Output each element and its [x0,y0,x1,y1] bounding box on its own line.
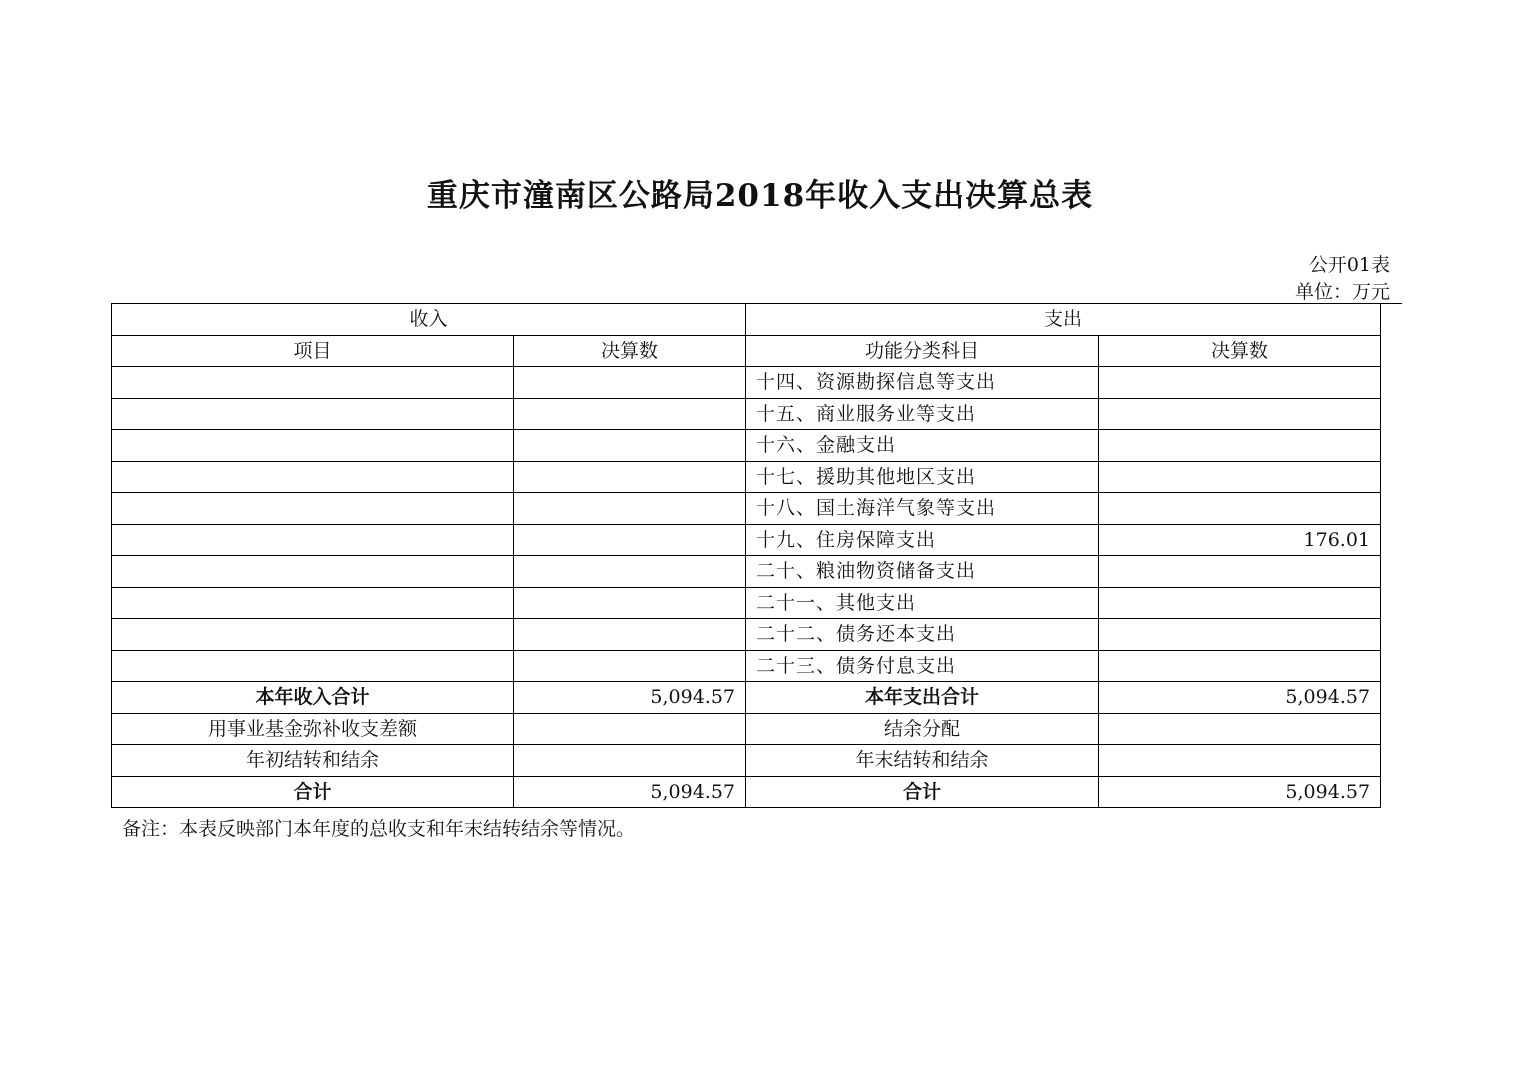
table-note: 备注：本表反映部门本年度的总收支和年末结转结余等情况。 [122,818,636,840]
grand-expense-total-label: 合计 [746,776,1099,808]
grand-income-total-label: 合计 [112,776,514,808]
year-expense-total-label: 本年支出合计 [746,682,1099,714]
income-amount-header: 决算数 [514,335,746,367]
income-amount-cell [514,556,746,588]
expense-extra-amount [1099,745,1381,777]
income-amount-cell [514,619,746,651]
page-title: 重庆市潼南区公路局2018年收入支出决算总表 [426,178,1094,214]
expense-item-cell: 二十二、债务还本支出 [746,619,1099,651]
income-item-cell [112,587,514,619]
income-item-cell [112,650,514,682]
income-amount-cell [514,430,746,462]
income-item-cell [112,430,514,462]
expense-amount-cell [1099,398,1381,430]
income-amount-cell [514,650,746,682]
year-income-total-label: 本年收入合计 [112,682,514,714]
grand-income-total-amount: 5,094.57 [514,776,746,808]
year-total-row [112,682,1381,714]
income-item-cell [112,398,514,430]
year-expense-total-amount: 5,094.57 [1099,682,1381,714]
expense-item-header: 功能分类科目 [746,335,1099,367]
expense-item-cell: 十九、住房保障支出 [746,524,1099,556]
table-row [112,587,1381,619]
income-item-cell [112,461,514,493]
expense-section-header: 支出 [746,304,1381,336]
expense-amount-cell [1099,556,1381,588]
income-extra-label: 用事业基金弥补收支差额 [112,713,514,745]
table-row [112,493,1381,525]
expense-item-cell: 十六、金融支出 [746,430,1099,462]
table-row [112,619,1381,651]
expense-extra-amount [1099,713,1381,745]
grand-expense-total-amount: 5,094.57 [1099,776,1381,808]
expense-amount-cell [1099,650,1381,682]
expense-item-cell: 十四、资源勘探信息等支出 [746,367,1099,399]
expense-amount-cell [1099,587,1381,619]
table-row [112,367,1381,399]
column-header-row [112,335,1381,367]
expense-amount-header: 决算数 [1099,335,1381,367]
table-row [112,398,1381,430]
unit-label: 单位：万元 [1294,281,1390,303]
income-item-cell [112,367,514,399]
expense-item-cell: 十五、商业服务业等支出 [746,398,1099,430]
table-row [112,745,1381,777]
income-amount-cell [514,461,746,493]
year-income-total-amount: 5,094.57 [514,682,746,714]
unit-underline [1380,303,1402,304]
expense-item-cell: 二十三、债务付息支出 [746,650,1099,682]
expense-amount-cell [1099,619,1381,651]
expense-item-cell: 十七、援助其他地区支出 [746,461,1099,493]
table-row [112,524,1381,556]
expense-amount-cell: 176.01 [1099,524,1381,556]
table-row [112,650,1381,682]
expense-item-cell: 二十、粮油物资储备支出 [746,556,1099,588]
table-row [112,713,1381,745]
income-extra-label: 年初结转和结余 [112,745,514,777]
expense-amount-cell [1099,367,1381,399]
expense-item-cell: 十八、国土海洋气象等支出 [746,493,1099,525]
income-item-header: 项目 [112,335,514,367]
income-item-cell [112,493,514,525]
income-extra-amount [514,713,746,745]
expense-extra-label: 年末结转和结余 [746,745,1099,777]
income-item-cell [112,619,514,651]
grand-total-row [112,776,1381,808]
income-amount-cell [514,587,746,619]
table-row [112,556,1381,588]
expense-amount-cell [1099,493,1381,525]
income-amount-cell [514,398,746,430]
income-amount-cell [514,524,746,556]
table-row [112,430,1381,462]
expense-item-cell: 二十一、其他支出 [746,587,1099,619]
expense-amount-cell [1099,461,1381,493]
expense-extra-label: 结余分配 [746,713,1099,745]
income-section-header: 收入 [112,304,746,336]
income-amount-cell [514,367,746,399]
income-item-cell [112,556,514,588]
table-row [112,461,1381,493]
section-header-row [112,304,1381,336]
expense-amount-cell [1099,430,1381,462]
income-amount-cell [514,493,746,525]
income-extra-amount [514,745,746,777]
budget-table [111,303,1381,808]
income-item-cell [112,524,514,556]
form-number: 公开01表 [1308,254,1390,276]
